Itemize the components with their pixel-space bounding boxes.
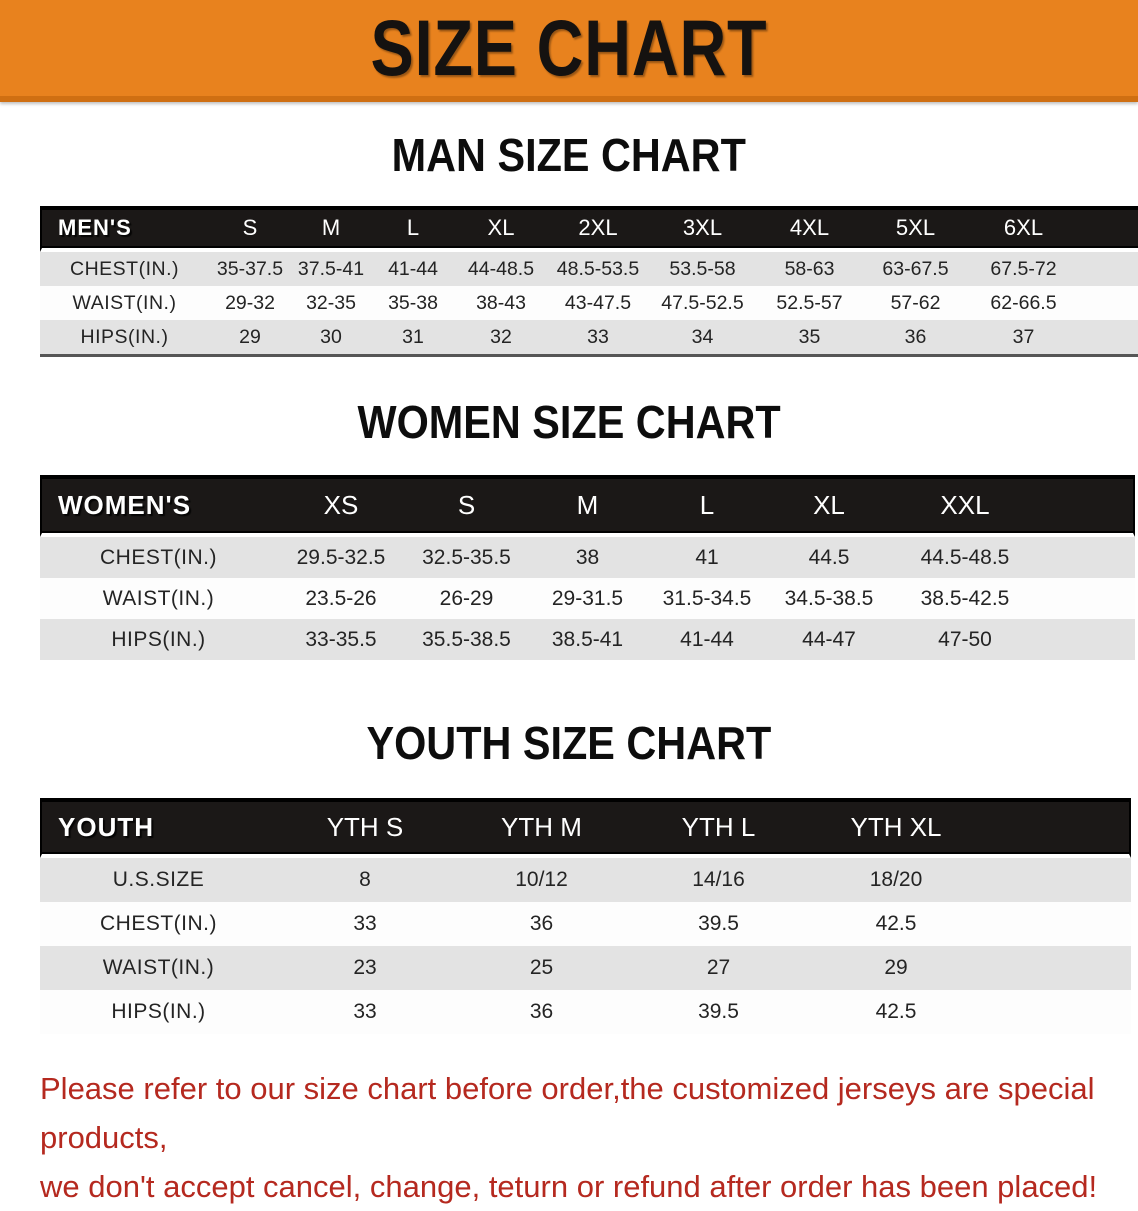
table-group-label: WOMEN'S [40,475,277,537]
measurement-value: 44-48.5 [455,252,547,286]
size-table [40,475,1135,660]
measurement-value: 43-47.5 [547,286,649,320]
size-column-header: 3XL [649,206,756,252]
measurement-value: 26-29 [405,578,528,619]
measurement-value: 41-44 [647,619,767,660]
size-column-header: YTH S [277,798,453,858]
measurement-value: 31 [371,320,455,354]
section-heading: MAN SIZE CHART [391,129,747,181]
size-chart-section [0,128,1138,357]
size-column-header: 2XL [547,206,649,252]
measurement-value: 41-44 [371,252,455,286]
measurement-value: 67.5-72 [968,252,1079,286]
row-spacer-cell [985,902,1131,946]
row-spacer-cell [1039,619,1135,660]
measurement-value: 34 [649,320,756,354]
measurement-row [40,902,1131,946]
row-spacer-cell [985,990,1131,1034]
measurement-value: 27 [630,946,807,990]
measurement-value: 39.5 [630,990,807,1034]
measurement-value: 38.5-41 [528,619,647,660]
measurement-label: U.S.SIZE [40,858,277,902]
measurement-value: 23 [277,946,453,990]
header-spacer-cell [1039,475,1135,537]
size-column-header: 5XL [863,206,968,252]
table-header-row [40,798,1131,858]
size-column-header: YTH XL [807,798,985,858]
header-spacer-cell [985,798,1131,858]
row-spacer-cell [1079,286,1138,320]
measurement-value: 47.5-52.5 [649,286,756,320]
measurement-value: 29.5-32.5 [277,537,405,578]
size-chart-section [0,716,1138,1034]
measurement-value: 35.5-38.5 [405,619,528,660]
table-header-row [40,475,1135,537]
size-chart-sections [0,128,1138,1034]
measurement-value: 62-66.5 [968,286,1079,320]
order-disclaimer [40,1064,1118,1211]
row-spacer-cell [985,946,1131,990]
size-column-header: XL [455,206,547,252]
size-column-header: XXL [891,475,1039,537]
measurement-value: 38.5-42.5 [891,578,1039,619]
measurement-label: WAIST(IN.) [40,286,209,320]
table-body [40,858,1131,1034]
measurement-row [40,286,1138,320]
measurement-value: 31.5-34.5 [647,578,767,619]
measurement-value: 29-32 [209,286,291,320]
size-chart-banner [0,0,1138,102]
table-group-label: YOUTH [40,798,277,858]
measurement-value: 58-63 [756,252,863,286]
size-column-header: M [528,475,647,537]
measurement-value: 57-62 [863,286,968,320]
measurement-value: 8 [277,858,453,902]
measurement-row [40,578,1135,619]
header-spacer-cell [1079,206,1138,252]
measurement-value: 10/12 [453,858,630,902]
table-header-bar [40,475,1135,537]
measurement-value: 29 [807,946,985,990]
disclaimer-line-2: we don't accept cancel, change, teturn or refund after order has been placed! [40,1169,1098,1204]
measurement-value: 25 [453,946,630,990]
measurement-value: 37.5-41 [291,252,371,286]
measurement-value: 14/16 [630,858,807,902]
measurement-value: 30 [291,320,371,354]
row-spacer-cell [1039,578,1135,619]
measurement-label: HIPS(IN.) [40,320,209,354]
measurement-value: 33 [277,902,453,946]
row-spacer-cell [985,858,1131,902]
measurement-label: CHEST(IN.) [40,902,277,946]
table-body [40,537,1135,660]
measurement-value: 32.5-35.5 [405,537,528,578]
measurement-value: 33-35.5 [277,619,405,660]
measurement-row [40,537,1135,578]
measurement-label: WAIST(IN.) [40,946,277,990]
size-column-header: 4XL [756,206,863,252]
size-column-header: YTH L [630,798,807,858]
measurement-value: 38-43 [455,286,547,320]
measurement-row [40,990,1131,1034]
table-header-bar [40,798,1131,858]
table-body [40,252,1138,354]
measurement-value: 29-31.5 [528,578,647,619]
size-column-header: L [371,206,455,252]
section-heading: YOUTH SIZE CHART [366,717,772,769]
measurement-value: 33 [547,320,649,354]
table-header-row [40,206,1138,252]
measurement-value: 48.5-53.5 [547,252,649,286]
measurement-value: 36 [453,990,630,1034]
size-table [40,798,1131,1034]
measurement-value: 63-67.5 [863,252,968,286]
measurement-value: 35-37.5 [209,252,291,286]
measurement-row [40,619,1135,660]
size-column-header: YTH M [453,798,630,858]
size-column-header: 6XL [968,206,1079,252]
measurement-value: 41 [647,537,767,578]
measurement-value: 32-35 [291,286,371,320]
row-spacer-cell [1079,320,1138,354]
measurement-value: 35-38 [371,286,455,320]
measurement-value: 23.5-26 [277,578,405,619]
table-group-label: MEN'S [40,206,209,252]
size-table [40,206,1138,357]
banner-title: SIZE CHART [370,3,768,92]
size-column-header: L [647,475,767,537]
measurement-value: 39.5 [630,902,807,946]
measurement-value: 44-47 [767,619,891,660]
measurement-value: 42.5 [807,990,985,1034]
size-column-header: XL [767,475,891,537]
size-column-header: S [209,206,291,252]
size-column-header: S [405,475,528,537]
measurement-label: CHEST(IN.) [40,252,209,286]
measurement-value: 29 [209,320,291,354]
measurement-value: 53.5-58 [649,252,756,286]
measurement-value: 36 [453,902,630,946]
measurement-value: 44.5 [767,537,891,578]
measurement-row [40,858,1131,902]
measurement-row [40,252,1138,286]
measurement-value: 34.5-38.5 [767,578,891,619]
section-heading: WOMEN SIZE CHART [357,396,781,448]
measurement-label: WAIST(IN.) [40,578,277,619]
table-header-bar [40,206,1138,252]
measurement-value: 47-50 [891,619,1039,660]
measurement-label: CHEST(IN.) [40,537,277,578]
measurement-value: 35 [756,320,863,354]
measurement-value: 36 [863,320,968,354]
measurement-value: 42.5 [807,902,985,946]
row-spacer-cell [1079,252,1138,286]
measurement-value: 38 [528,537,647,578]
measurement-value: 32 [455,320,547,354]
measurement-row [40,320,1138,354]
size-column-header: XS [277,475,405,537]
size-chart-section [0,395,1138,660]
disclaimer-line-1: Please refer to our size chart before order,the customized jerseys are special products, [40,1071,1095,1155]
measurement-value: 52.5-57 [756,286,863,320]
size-column-header: M [291,206,371,252]
measurement-value: 33 [277,990,453,1034]
measurement-value: 44.5-48.5 [891,537,1039,578]
measurement-value: 18/20 [807,858,985,902]
measurement-label: HIPS(IN.) [40,619,277,660]
measurement-row [40,946,1131,990]
measurement-value: 37 [968,320,1079,354]
measurement-label: HIPS(IN.) [40,990,277,1034]
row-spacer-cell [1039,537,1135,578]
